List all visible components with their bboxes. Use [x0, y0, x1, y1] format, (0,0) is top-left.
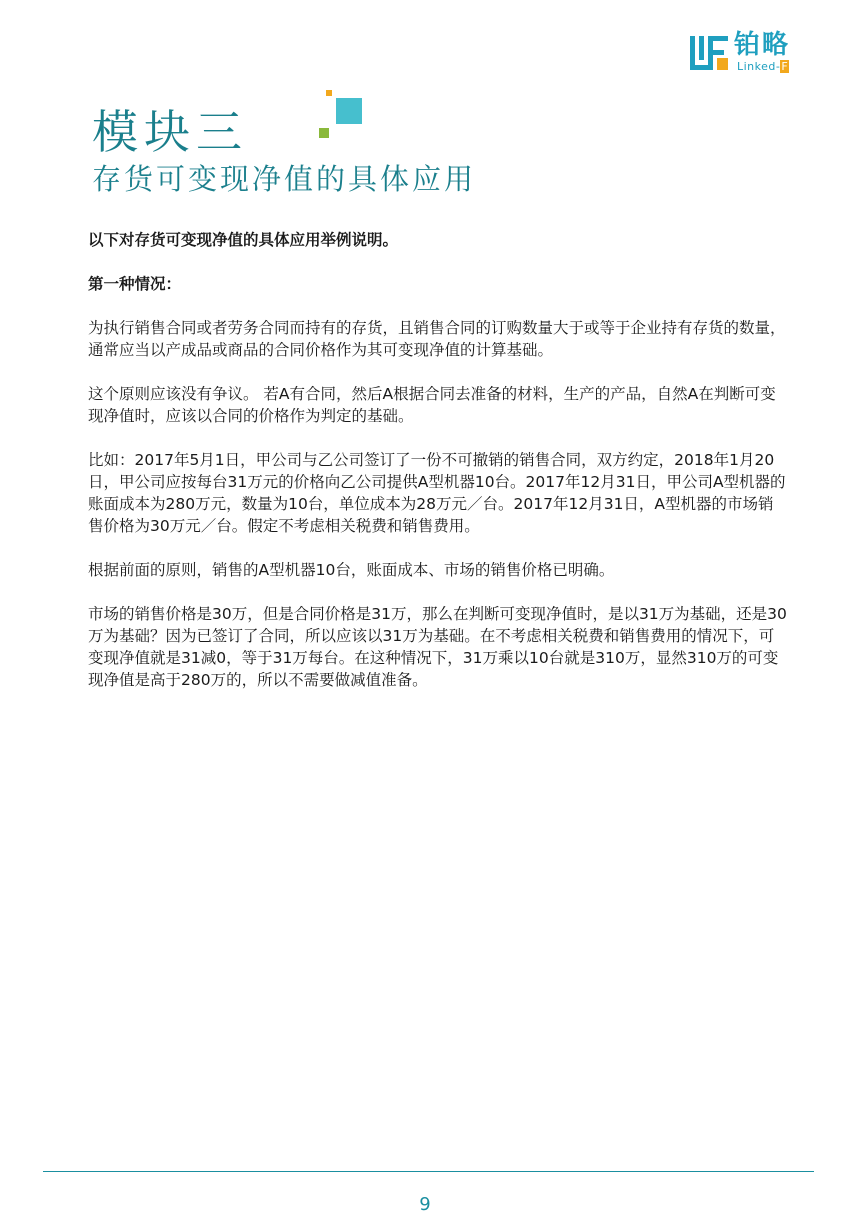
intro-text: 以下对存货可变现净值的具体应用举例说明。: [88, 231, 399, 249]
module-subtitle: 存货可变现净值的具体应用: [92, 162, 477, 196]
decor-square-orange: [326, 90, 332, 96]
decor-square-green: [319, 128, 329, 138]
paragraph-explanation: 这个原则应该没有争议。 若A有合同，然后A根据合同去准备的材料，生产的产品，自然A在判断可变现净值时，应该以合同的价格作为判定的基础。: [88, 385, 776, 425]
paragraph-principle: 为执行销售合同或者劳务合同而持有的存货，且销售合同的订购数量大于或等于企业持有存货的数量，通常应当以产成品或商品的合同价格作为其可变现净值的计算基础。: [88, 319, 786, 359]
document-body: [88, 229, 788, 713]
page-number: 9: [419, 1194, 431, 1215]
brand-logo: [690, 30, 810, 74]
paragraph-example: 比如：2017年5月1日，甲公司与乙公司签订了一份不可撤销的销售合同，双方约定，2018年1月20日，甲公司应按每台31万元的价格向乙公司提供A型机器10台。2017年12月31日，甲公司A型机器的账面成本为280万元，数量为10台，单位成本为28万元／台。2017年12月31日，A型机器的市场销售价格为30万元／台。假定不考虑相关税费和销售费用。: [88, 451, 786, 535]
logo-chinese-name: 铂略: [734, 30, 791, 60]
logo-english-name: Linked-F: [737, 60, 789, 73]
logo-mark-icon: [690, 34, 730, 72]
footer-divider: [43, 1171, 814, 1172]
paragraph-conclusion: 市场的销售价格是30万，但是合同价格是31万，那么在判断可变现净值时，是以31万为基础，还是30万为基础？因为已签订了合同，所以应该以31万为基础。在不考虑相关税费和销售费用的情况下，可变现净值就是31减0，等于31万每台。在这种情况下，31万乘以10台就是310万，显然310万的可变现净值是高于280万的，所以不需要做减值准备。: [88, 605, 787, 689]
module-title: 模块三: [92, 105, 248, 159]
paragraph-application: 根据前面的原则，销售的A型机器10台，账面成本、市场的销售价格已明确。: [88, 561, 615, 579]
section-heading: 第一种情况：: [88, 275, 182, 293]
decor-square-cyan: [336, 98, 362, 124]
